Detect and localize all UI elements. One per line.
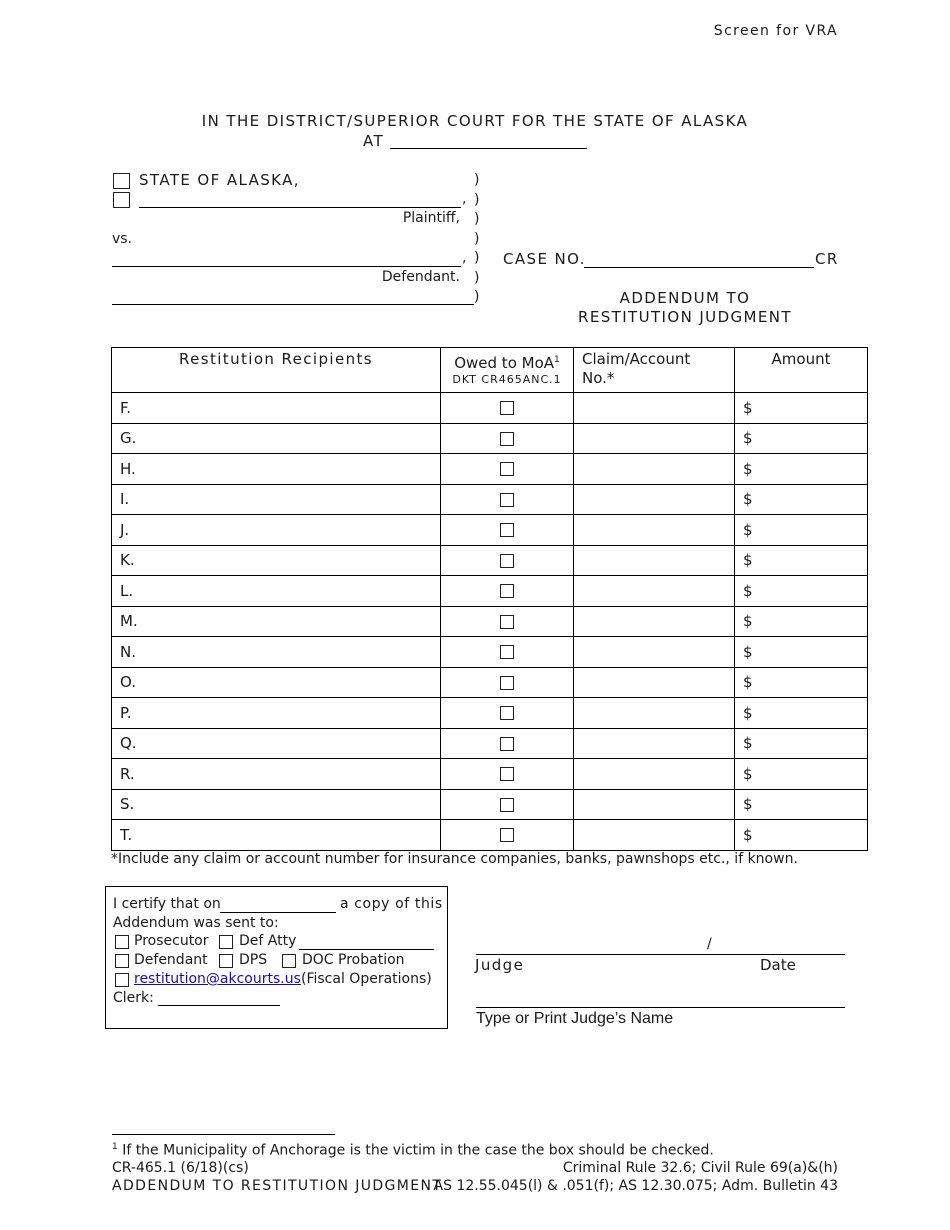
amount-cell[interactable] bbox=[735, 606, 868, 637]
table-row bbox=[112, 545, 868, 576]
currency-symbol: $ bbox=[743, 398, 753, 417]
fiscal-checkbox[interactable] bbox=[115, 973, 129, 987]
claim-account-cell[interactable] bbox=[574, 698, 735, 729]
amount-cell[interactable] bbox=[735, 637, 868, 668]
currency-symbol: $ bbox=[743, 764, 753, 783]
table-row bbox=[112, 515, 868, 546]
recipient-cell[interactable] bbox=[112, 484, 441, 515]
claim-account-cell[interactable] bbox=[574, 606, 735, 637]
recipient-cell[interactable] bbox=[112, 423, 441, 454]
def-atty-checkbox[interactable] bbox=[219, 935, 233, 949]
row-letter: J. bbox=[120, 520, 130, 539]
paren-2: ) bbox=[474, 192, 480, 208]
restitution-email-link[interactable]: restitution@akcourts.us bbox=[134, 971, 301, 987]
defendant-name-field[interactable] bbox=[112, 266, 461, 267]
owed-cell bbox=[441, 576, 574, 607]
owed-to-moa-checkbox[interactable] bbox=[500, 798, 514, 812]
currency-symbol: $ bbox=[743, 581, 753, 600]
paren-4: ) bbox=[474, 231, 480, 247]
owed-to-moa-checkbox[interactable] bbox=[500, 706, 514, 720]
table-row bbox=[112, 423, 868, 454]
currency-symbol: $ bbox=[743, 795, 753, 814]
court-title: IN THE DISTRICT/SUPERIOR COURT FOR THE STATE OF ALASKA bbox=[201, 112, 749, 130]
case-number-field[interactable] bbox=[584, 267, 814, 268]
recipient-cell[interactable] bbox=[112, 454, 441, 485]
def-atty-label: Def Atty bbox=[239, 933, 297, 949]
row-letter: P. bbox=[120, 703, 132, 722]
amount-cell[interactable] bbox=[735, 423, 868, 454]
table-header-row bbox=[112, 348, 868, 393]
recipient-cell[interactable] bbox=[112, 545, 441, 576]
vs-label: vs. bbox=[112, 231, 133, 247]
at-label: AT bbox=[363, 132, 385, 150]
footer-form-title: ADDENDUM TO RESTITUTION JUDGMENT bbox=[112, 1178, 443, 1194]
row-letter: L. bbox=[120, 581, 134, 600]
row-letter: I. bbox=[120, 490, 130, 509]
recipient-cell[interactable] bbox=[112, 606, 441, 637]
cert-line2: Addendum was sent to: bbox=[113, 915, 279, 931]
state-of-alaska-checkbox[interactable] bbox=[113, 173, 130, 189]
row-letter: H. bbox=[120, 459, 136, 478]
owed-cell bbox=[441, 637, 574, 668]
row-letter: N. bbox=[120, 642, 136, 661]
doc-title-line1: ADDENDUM TO bbox=[619, 289, 751, 307]
claim-account-cell[interactable] bbox=[574, 820, 735, 851]
footnote-divider bbox=[112, 1134, 335, 1135]
row-letter: G. bbox=[120, 429, 137, 448]
table-row bbox=[112, 576, 868, 607]
currency-symbol: $ bbox=[743, 734, 753, 753]
recipient-cell[interactable] bbox=[112, 576, 441, 607]
defendant-label: Defendant. bbox=[381, 269, 460, 285]
owed-to-moa-checkbox[interactable] bbox=[500, 828, 514, 842]
amount-cell[interactable] bbox=[735, 667, 868, 698]
owed-to-moa-checkbox[interactable] bbox=[500, 676, 514, 690]
claim-account-cell[interactable] bbox=[574, 423, 735, 454]
claim-account-cell[interactable] bbox=[574, 728, 735, 759]
footer-footnote bbox=[112, 1142, 714, 1159]
owed-to-moa-checkbox[interactable] bbox=[500, 462, 514, 476]
recipient-cell[interactable] bbox=[112, 698, 441, 729]
signature-slash: / bbox=[707, 936, 712, 952]
table-row bbox=[112, 484, 868, 515]
table-footnote: *Include any claim or account number for insurance companies, banks, pawnshops etc., if known. bbox=[111, 851, 798, 867]
currency-symbol: $ bbox=[743, 490, 753, 509]
header-owed bbox=[441, 348, 574, 393]
paren-5: ) bbox=[474, 250, 480, 266]
claim-account-cell[interactable] bbox=[574, 545, 735, 576]
footnote-text: If the Municipality of Anchorage is the victim in the case the box should be checked. bbox=[122, 1142, 714, 1159]
row-letter: M. bbox=[120, 612, 138, 631]
prosecutor-checkbox[interactable] bbox=[115, 935, 129, 949]
amount-cell[interactable] bbox=[735, 698, 868, 729]
amount-cell[interactable] bbox=[735, 728, 868, 759]
recipient-cell[interactable] bbox=[112, 820, 441, 851]
defendant-cert-label: Defendant bbox=[134, 952, 208, 968]
row-letter: O. bbox=[120, 673, 136, 692]
owed-cell bbox=[441, 545, 574, 576]
owed-cell bbox=[441, 759, 574, 790]
paren-1: ) bbox=[474, 172, 480, 188]
currency-symbol: $ bbox=[743, 429, 753, 448]
header-amount: Amount bbox=[735, 348, 868, 393]
paren-3: ) bbox=[474, 211, 480, 227]
claim-account-cell[interactable] bbox=[574, 576, 735, 607]
amount-cell[interactable] bbox=[735, 515, 868, 546]
table-row bbox=[112, 667, 868, 698]
paren-7: ) bbox=[474, 289, 480, 305]
comma-1: , bbox=[462, 191, 467, 207]
row-letter: R. bbox=[120, 764, 135, 783]
owed-cell bbox=[441, 820, 574, 851]
owed-to-moa-checkbox[interactable] bbox=[500, 767, 514, 781]
owed-to-moa-checkbox[interactable] bbox=[500, 615, 514, 629]
claim-account-cell[interactable] bbox=[574, 667, 735, 698]
header-owed-sub: DKT CR465ANC.1 bbox=[452, 373, 562, 386]
table-row bbox=[112, 820, 868, 851]
owed-cell bbox=[441, 515, 574, 546]
state-of-alaska-label: STATE OF ALASKA, bbox=[139, 171, 300, 189]
claim-account-cell[interactable] bbox=[574, 759, 735, 790]
other-plaintiff-checkbox[interactable] bbox=[113, 192, 130, 208]
dps-label: DPS bbox=[239, 952, 268, 968]
recipient-cell[interactable] bbox=[112, 667, 441, 698]
doc-probation-label: DOC Probation bbox=[302, 952, 405, 968]
owed-to-moa-checkbox[interactable] bbox=[500, 432, 514, 446]
owed-to-moa-checkbox[interactable] bbox=[500, 493, 514, 507]
currency-symbol: $ bbox=[743, 459, 753, 478]
amount-cell[interactable] bbox=[735, 484, 868, 515]
def-atty-field[interactable] bbox=[299, 949, 434, 950]
amount-cell[interactable] bbox=[735, 454, 868, 485]
owed-cell bbox=[441, 484, 574, 515]
claim-account-cell[interactable] bbox=[574, 789, 735, 820]
recipient-cell[interactable] bbox=[112, 728, 441, 759]
amount-cell[interactable] bbox=[735, 820, 868, 851]
row-letter: S. bbox=[120, 795, 135, 814]
table-row bbox=[112, 637, 868, 668]
owed-to-moa-checkbox[interactable] bbox=[500, 584, 514, 598]
defendant-checkbox[interactable] bbox=[115, 954, 129, 968]
dps-checkbox[interactable] bbox=[219, 954, 233, 968]
owed-to-moa-checkbox[interactable] bbox=[500, 554, 514, 568]
restitution-table bbox=[111, 347, 868, 851]
recipient-cell[interactable] bbox=[112, 393, 441, 424]
owed-cell bbox=[441, 789, 574, 820]
plaintiff-label: Plaintiff, bbox=[402, 210, 460, 226]
screen-note: Screen for VRA bbox=[713, 23, 838, 39]
table-row bbox=[112, 759, 868, 790]
cert-date-field[interactable] bbox=[220, 912, 336, 913]
owed-cell bbox=[441, 454, 574, 485]
claim-account-cell[interactable] bbox=[574, 515, 735, 546]
currency-symbol: $ bbox=[743, 520, 753, 539]
claim-account-cell[interactable] bbox=[574, 454, 735, 485]
amount-cell[interactable] bbox=[735, 545, 868, 576]
owed-cell bbox=[441, 393, 574, 424]
currency-symbol: $ bbox=[743, 612, 753, 631]
table-row bbox=[112, 454, 868, 485]
footer-rules: Criminal Rule 32.6; Civil Rule 69(a)&(h) bbox=[562, 1160, 838, 1176]
table-row bbox=[112, 728, 868, 759]
paren-6: ) bbox=[474, 270, 480, 286]
judge-name-line[interactable] bbox=[476, 1007, 845, 1008]
owed-to-moa-checkbox[interactable] bbox=[500, 645, 514, 659]
row-letter: F. bbox=[120, 398, 131, 417]
footnote-number: 1 bbox=[112, 1142, 118, 1152]
clerk-field[interactable] bbox=[158, 1005, 280, 1006]
claim-account-cell[interactable] bbox=[574, 484, 735, 515]
currency-symbol: $ bbox=[743, 703, 753, 722]
form-number: CR-465.1 (6/18)(cs) bbox=[112, 1160, 249, 1176]
date-label: Date bbox=[760, 956, 796, 974]
owed-cell bbox=[441, 423, 574, 454]
case-suffix: CR bbox=[815, 250, 839, 268]
owed-to-moa-checkbox[interactable] bbox=[500, 737, 514, 751]
judge-signature-line[interactable] bbox=[476, 954, 845, 955]
table-row bbox=[112, 698, 868, 729]
cert-line1-post: a copy of this bbox=[340, 896, 443, 912]
row-letter: Q. bbox=[120, 734, 137, 753]
owed-cell bbox=[441, 728, 574, 759]
judge-label: Judge bbox=[475, 956, 525, 974]
owed-cell bbox=[441, 698, 574, 729]
amount-cell[interactable] bbox=[735, 576, 868, 607]
prosecutor-label: Prosecutor bbox=[134, 933, 209, 949]
claim-account-cell[interactable] bbox=[574, 393, 735, 424]
owed-cell bbox=[441, 667, 574, 698]
doc-probation-checkbox[interactable] bbox=[282, 954, 296, 968]
owed-to-moa-checkbox[interactable] bbox=[500, 523, 514, 537]
recipient-cell[interactable] bbox=[112, 515, 441, 546]
table-row bbox=[112, 606, 868, 637]
header-recipients: Restitution Recipients bbox=[112, 348, 441, 393]
doc-title-line2: RESTITUTION JUDGMENT bbox=[578, 308, 792, 326]
header-owed-sup: 1 bbox=[554, 355, 560, 365]
clerk-label: Clerk: bbox=[113, 990, 154, 1006]
claim-account-cell[interactable] bbox=[574, 637, 735, 668]
table-row bbox=[112, 789, 868, 820]
amount-cell[interactable] bbox=[735, 789, 868, 820]
row-letter: K. bbox=[120, 551, 135, 570]
currency-symbol: $ bbox=[743, 825, 753, 844]
recipient-cell[interactable] bbox=[112, 759, 441, 790]
defendant-info-field[interactable] bbox=[112, 304, 474, 305]
other-plaintiff-field[interactable] bbox=[139, 207, 461, 208]
recipient-cell[interactable] bbox=[112, 637, 441, 668]
amount-cell[interactable] bbox=[735, 759, 868, 790]
owed-to-moa-checkbox[interactable] bbox=[500, 401, 514, 415]
table-row bbox=[112, 393, 868, 424]
row-letter: T. bbox=[120, 825, 133, 844]
owed-cell bbox=[441, 606, 574, 637]
case-no-label: CASE NO. bbox=[503, 250, 586, 268]
certificate-box bbox=[105, 886, 448, 1029]
footer-statutes: AS 12.55.045(l) & .051(f); AS 12.30.075; Adm. Bulletin 43 bbox=[433, 1178, 838, 1194]
header-claim: Claim/Account No.* bbox=[574, 348, 735, 393]
fiscal-label: (Fiscal Operations) bbox=[301, 971, 432, 987]
currency-symbol: $ bbox=[743, 673, 753, 692]
cert-line1-pre: I certify that on bbox=[113, 896, 221, 912]
currency-symbol: $ bbox=[743, 642, 753, 661]
currency-symbol: $ bbox=[743, 551, 753, 570]
header-owed-label: Owed to MoA bbox=[454, 354, 555, 372]
court-location-field[interactable] bbox=[390, 148, 587, 149]
amount-cell[interactable] bbox=[735, 393, 868, 424]
comma-2: , bbox=[462, 250, 467, 266]
recipient-cell[interactable] bbox=[112, 789, 441, 820]
judge-name-label: Type or Print Judge’s Name bbox=[476, 1010, 674, 1027]
